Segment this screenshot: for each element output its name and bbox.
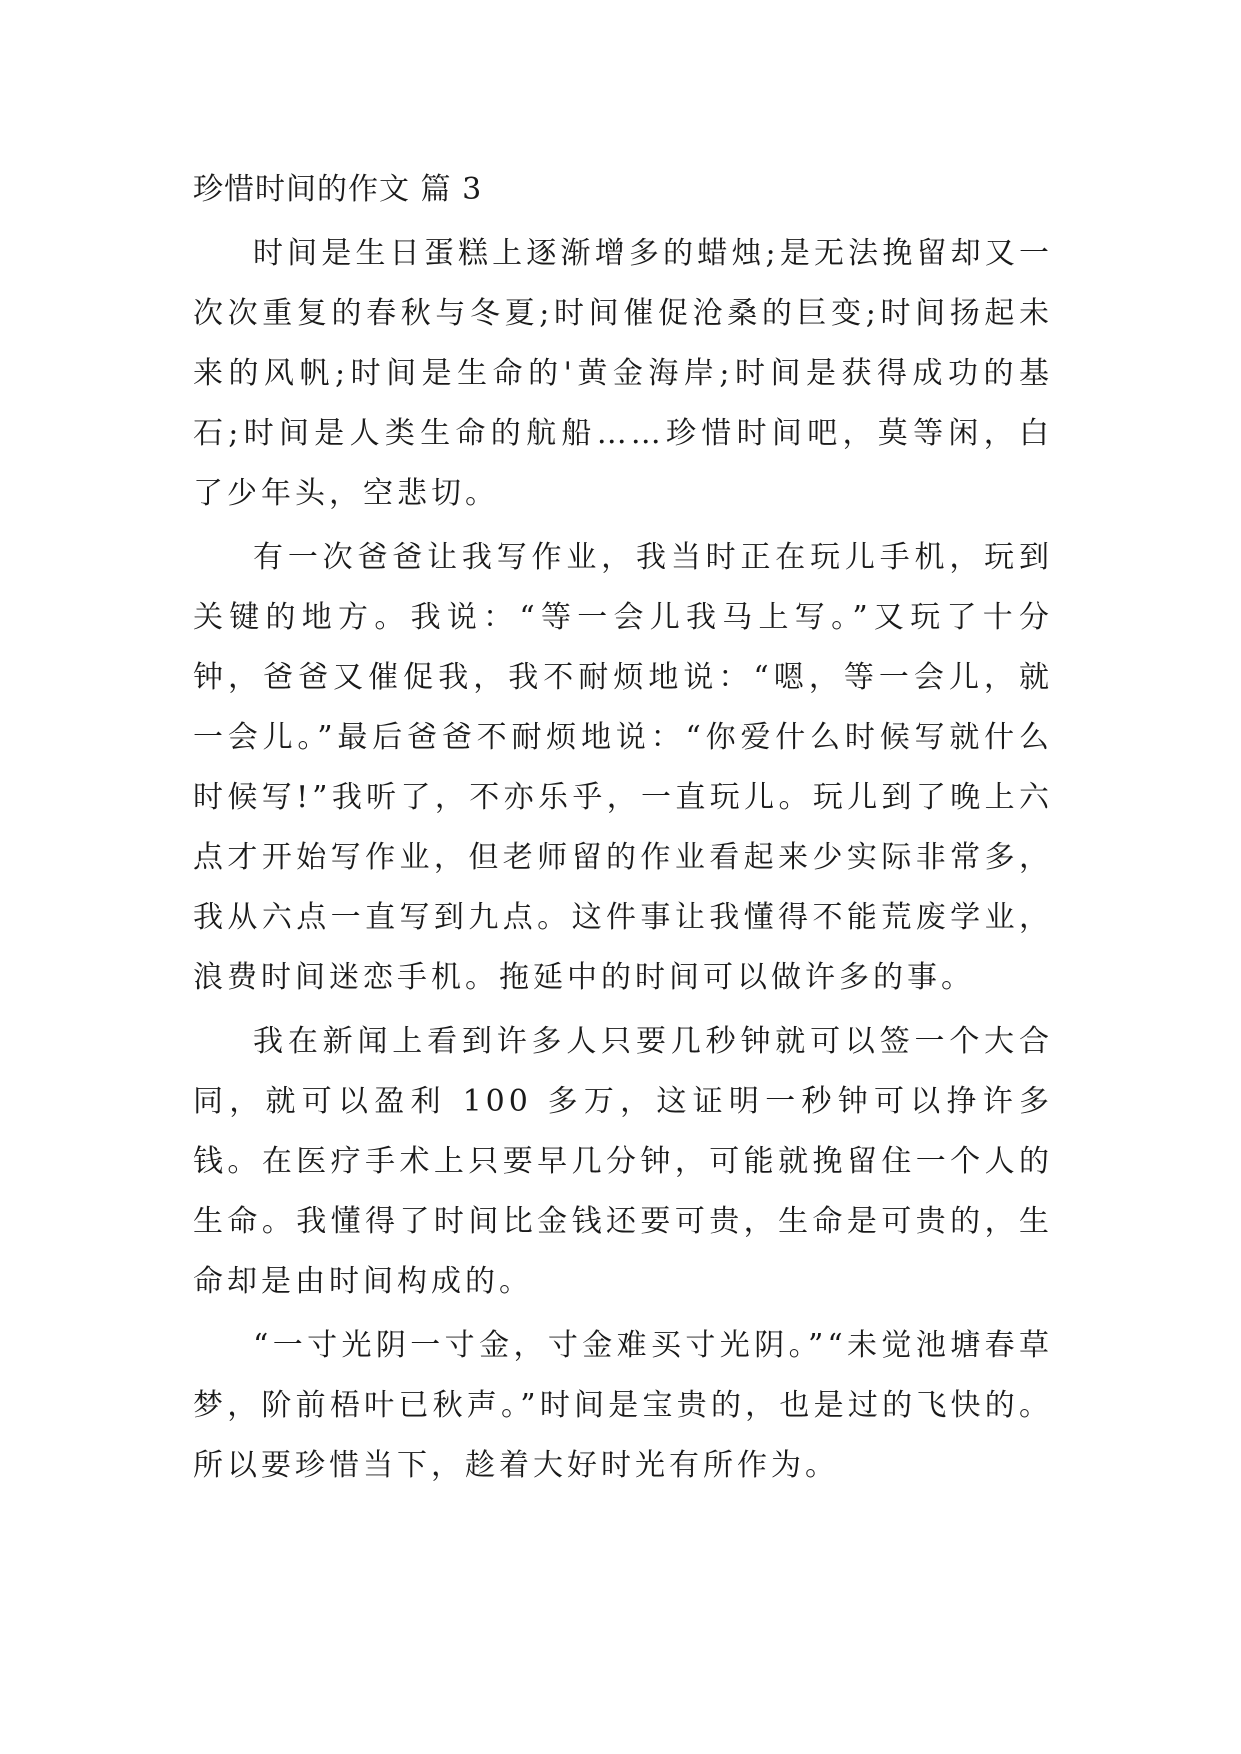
- paragraph-2: 有一次爸爸让我写作业，我当时正在玩儿手机，玩到关键的地方。我说：“等一会儿我马上写。”又玩了十分钟，爸爸又催促我，我不耐烦地说：“嗯，等一会儿，就一会儿。”最后爸爸不耐烦地说：“你爱什么时候写就什么时候写!”我听了，不亦乐乎，一直玩儿。玩儿到了晚上六点才开始写作业，但老师留的作业看起来少实际非常多，我从六点一直写到九点。这件事让我懂得不能荒废学业，浪费时间迷恋手机。拖延中的时间可以做许多的事。: [193, 540, 1053, 995]
- paragraph-4: “一寸光阴一寸金，寸金难买寸光阴。”“未觉池塘春草梦，阶前梧叶已秋声。”时间是宝贵的，也是过的飞快的。所以要珍惜当下，趁着大好时光有所作为。: [193, 1328, 1053, 1483]
- document-body: [193, 160, 1053, 1500]
- paragraph-1: 时间是生日蛋糕上逐渐增多的蜡烛;是无法挽留却又一次次重复的春秋与冬夏;时间催促沧桑的巨变;时间扬起未来的风帆;时间是生命的'黄金海岸;时间是获得成功的基石;时间是人类生命的航船……珍惜时间吧，莫等闲，白了少年头，空悲切。: [193, 236, 1053, 511]
- paragraph-3: 我在新闻上看到许多人只要几秒钟就可以签一个大合同，就可以盈利 100 多万，这证明一秒钟可以挣许多钱。在医疗手术上只要早几分钟，可能就挽留住一个人的生命。我懂得了时间比金钱还要可贵，生命是可贵的，生命却是由时间构成的。: [193, 1024, 1053, 1299]
- essay-title: 珍惜时间的作文 篇 3: [193, 172, 483, 207]
